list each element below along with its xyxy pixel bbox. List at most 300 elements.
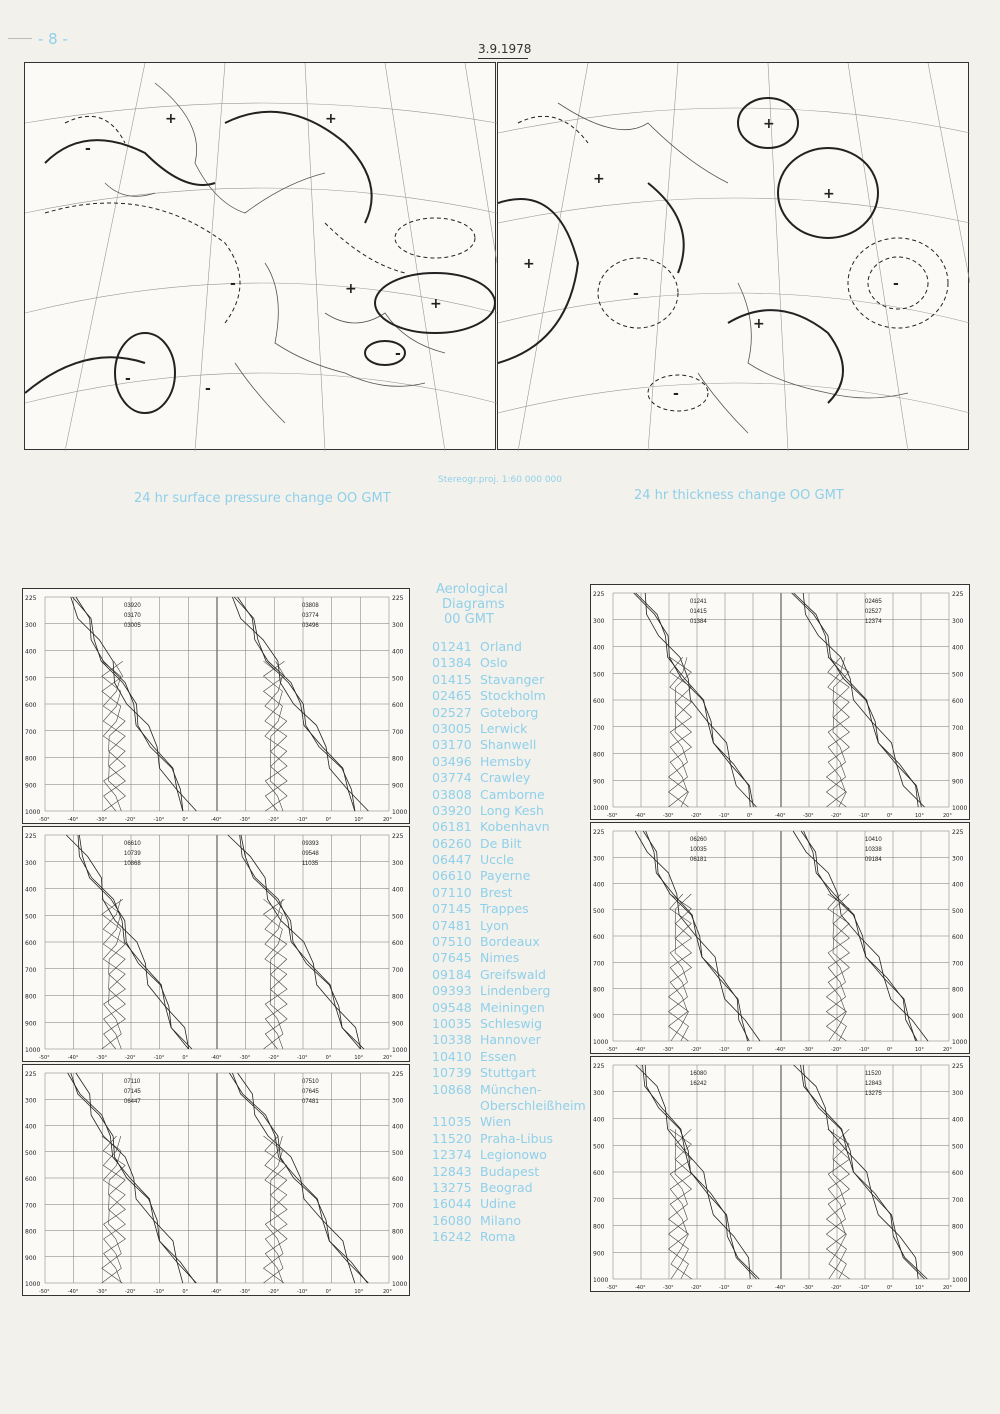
diagram-station-label: 07110	[124, 1079, 141, 1085]
temperature-tick-label: -50°	[39, 1289, 50, 1295]
dewpoint-profile-line	[264, 1136, 288, 1283]
station-name: Praha-Libus	[480, 1130, 554, 1146]
pressure-level-label: 900	[952, 1250, 964, 1258]
temperature-tick-label: -40°	[211, 1055, 222, 1061]
temperature-tick-label: -30°	[663, 813, 674, 819]
pressure-level-label: 900	[593, 778, 605, 786]
aerological-diagram	[22, 588, 410, 824]
aerological-diagram	[590, 822, 970, 1054]
pressure-level-label: 300	[952, 1089, 964, 1097]
pressure-level-label: 900	[25, 1020, 37, 1028]
station-id: 01384	[432, 655, 472, 671]
pressure-level-label: 800	[952, 751, 964, 759]
pressure-level-label: 500	[952, 907, 964, 915]
station-id: 06260	[432, 835, 472, 851]
station-row	[432, 1147, 592, 1163]
dewpoint-profile-line	[826, 657, 849, 807]
station-id: 07510	[432, 934, 472, 950]
station-row	[432, 1098, 592, 1114]
station-row	[432, 655, 592, 671]
temperature-tick-label: -50°	[607, 1285, 618, 1291]
pressure-level-label: 900	[593, 1012, 605, 1020]
dewpoint-profile-line	[102, 661, 126, 811]
station-id: 03920	[432, 802, 472, 818]
svg-text:+: +	[523, 256, 535, 272]
station-id: 10338	[432, 1032, 472, 1048]
temperature-tick-label: -20°	[831, 1285, 842, 1291]
pressure-level-label: 700	[392, 1202, 404, 1210]
station-row	[432, 852, 592, 868]
pressure-level-label: 500	[25, 1149, 37, 1157]
station-id: 12374	[432, 1147, 472, 1163]
temperature-tick-label: -20°	[691, 813, 702, 819]
temperature-tick-label: 0°	[325, 1289, 332, 1295]
temperature-tick-label: -10°	[859, 813, 870, 819]
pressure-level-label: 400	[952, 1116, 964, 1124]
station-row	[432, 672, 592, 688]
station-id: 07145	[432, 901, 472, 917]
pressure-level-label: 1000	[952, 1277, 968, 1284]
station-row	[432, 1213, 592, 1229]
station-name: Oberschleißheim	[480, 1097, 586, 1113]
station-id: 16080	[432, 1212, 472, 1228]
station-id: 07110	[432, 884, 472, 900]
station-row	[432, 868, 592, 884]
diagram-station-label: 16080	[690, 1071, 707, 1077]
station-row	[432, 770, 592, 786]
pressure-level-label: 225	[952, 591, 964, 598]
pressure-level-label: 225	[392, 833, 404, 840]
pressure-level-label: 900	[392, 782, 404, 790]
aerological-diagram	[590, 1056, 970, 1292]
station-row	[432, 754, 592, 770]
diagram-station-label: 06260	[690, 837, 707, 843]
station-row	[432, 1049, 592, 1065]
temperature-tick-label: -30°	[96, 1289, 108, 1295]
pressure-level-label: 600	[392, 940, 404, 947]
pressure-level-label: 300	[25, 859, 37, 867]
station-name: Lindenberg	[480, 983, 551, 999]
temperature-tick-label: -10°	[153, 1055, 165, 1061]
diagram-station-label: 09393	[302, 841, 319, 847]
dewpoint-profile-line	[826, 1129, 849, 1279]
station-name: Stockholm	[480, 688, 546, 704]
diagram-station-label: 03170	[124, 613, 141, 619]
pressure-level-label: 900	[593, 1250, 605, 1258]
station-id: 11035	[432, 1114, 472, 1130]
temperature-tick-label: -40°	[67, 1055, 79, 1061]
pressure-level-label: 1000	[25, 1047, 41, 1054]
dewpoint-profile-line	[264, 1136, 288, 1283]
temperature-tick-label: -20°	[125, 817, 136, 823]
station-row	[432, 721, 592, 737]
pressure-level-label: 300	[392, 1097, 404, 1105]
pressure-level-label: 800	[392, 993, 404, 1001]
legend-title-line: Diagrams	[442, 597, 505, 612]
pressure-level-label: 400	[392, 886, 404, 894]
pressure-level-label: 500	[25, 675, 37, 683]
aerological-diagrams-left	[22, 588, 410, 1296]
station-name: Schleswig	[480, 1015, 543, 1031]
station-id: 06447	[432, 852, 472, 868]
pressure-level-label: 400	[952, 881, 964, 889]
temperature-tick-label: -30°	[239, 1055, 251, 1061]
svg-text:+: +	[430, 296, 442, 312]
station-row	[432, 737, 592, 753]
diagram-station-label: 09184	[865, 857, 882, 863]
temperature-tick-label: -40°	[67, 1289, 79, 1295]
pressure-level-label: 400	[25, 886, 37, 894]
svg-text:+: +	[345, 281, 357, 297]
station-id: 09184	[432, 966, 472, 982]
temperature-tick-label: -40°	[67, 817, 79, 823]
temperature-tick-label: -50°	[607, 813, 618, 819]
station-row	[432, 1196, 592, 1212]
pressure-level-label: 1000	[952, 1039, 968, 1046]
pressure-map-drawing	[25, 63, 497, 451]
station-row	[432, 639, 592, 655]
diagram-drawing	[591, 823, 971, 1055]
station-id: 01241	[432, 639, 472, 654]
temperature-tick-label: -20°	[691, 1047, 702, 1053]
dewpoint-profile-line	[102, 661, 126, 811]
diagram-station-label: 03774	[302, 613, 319, 619]
pressure-level-label: 600	[952, 1170, 964, 1177]
legend-title	[432, 582, 592, 627]
pressure-level-label: 700	[25, 1202, 37, 1210]
pressure-level-label: 400	[25, 1123, 37, 1131]
pressure-level-label: 600	[952, 698, 964, 705]
diagram-station-label: 10868	[124, 861, 141, 867]
diagram-station-label: 11520	[865, 1071, 882, 1077]
svg-text:+: +	[823, 186, 835, 202]
pressure-level-label: 600	[593, 698, 605, 705]
pressure-level-label: 900	[952, 778, 964, 786]
temperature-tick-label: 20°	[383, 817, 392, 823]
station-row	[432, 901, 592, 917]
station-row	[432, 1000, 592, 1016]
pressure-level-label: 800	[593, 986, 605, 994]
pressure-level-label: 600	[593, 1170, 605, 1177]
station-name: Oslo	[480, 655, 508, 671]
temperature-tick-label: 20°	[943, 813, 952, 819]
pressure-level-label: 800	[392, 1228, 404, 1236]
page-date: 3.9.1978	[478, 42, 532, 56]
diagram-station-label: 01415	[690, 609, 707, 615]
dewpoint-profile-line	[264, 661, 288, 811]
station-name: Brest	[480, 884, 513, 900]
station-row	[432, 819, 592, 835]
diagram-station-label: 06181	[690, 857, 707, 863]
station-name: Milano	[480, 1212, 521, 1228]
station-row	[432, 688, 592, 704]
pressure-level-label: 1000	[952, 805, 968, 812]
temperature-tick-label: -20°	[125, 1055, 136, 1061]
temperature-tick-label: -20°	[268, 817, 280, 823]
pressure-level-label: 800	[593, 751, 605, 759]
temperature-tick-label: -40°	[635, 1285, 646, 1291]
temperature-tick-label: 0°	[182, 1055, 189, 1061]
page-number: - 8 -	[38, 30, 68, 48]
pressure-level-label: 225	[593, 829, 605, 836]
station-id: 01415	[432, 671, 472, 687]
pressure-level-label: 700	[593, 1196, 605, 1204]
aerological-diagrams-right	[590, 584, 970, 1292]
station-id: 06610	[432, 868, 472, 884]
diagram-station-label: 02465	[865, 599, 882, 605]
station-row	[432, 1131, 592, 1147]
station-name: Greifswald	[480, 966, 546, 982]
temperature-tick-label: -50°	[39, 1055, 50, 1061]
station-row	[432, 885, 592, 901]
svg-text:-: -	[205, 381, 211, 397]
dewpoint-profile-line	[264, 899, 288, 1049]
svg-text:-: -	[673, 386, 679, 402]
station-row	[432, 918, 592, 934]
svg-text:-: -	[395, 346, 401, 362]
aerological-diagram	[590, 584, 970, 820]
station-id: 06181	[432, 819, 472, 835]
station-name: Essen	[480, 1048, 517, 1064]
temperature-tick-label: 20°	[383, 1055, 392, 1061]
temperature-tick-label: -30°	[803, 1285, 814, 1291]
station-name: Hemsby	[480, 753, 532, 769]
temperature-tick-label: -10°	[297, 817, 308, 823]
station-id: 10410	[432, 1048, 472, 1064]
station-name: Udine	[480, 1196, 517, 1212]
thickness-change-map	[497, 62, 969, 450]
pressure-level-label: 300	[25, 621, 37, 629]
temperature-tick-label: 0°	[182, 1289, 189, 1295]
svg-text:+: +	[165, 111, 177, 127]
diagram-station-label: 03496	[302, 623, 319, 629]
diagram-station-label: 10338	[865, 847, 882, 853]
aerological-diagram	[22, 826, 410, 1062]
map-projection-note: Stereogr.proj. 1:60 000 000	[438, 475, 563, 485]
pressure-level-label: 600	[25, 1176, 37, 1183]
pressure-level-label: 900	[952, 1012, 964, 1020]
svg-text:+: +	[593, 171, 605, 187]
dewpoint-profile-line	[102, 661, 126, 811]
temperature-tick-label: 10°	[915, 1047, 924, 1053]
temperature-tick-label: 20°	[943, 1285, 952, 1291]
pressure-level-label: 700	[25, 728, 37, 736]
pressure-level-label: 500	[392, 1149, 404, 1157]
station-name: Nimes	[480, 950, 520, 966]
temperature-tick-label: -50°	[607, 1047, 618, 1053]
temperature-tick-label: -10°	[719, 813, 730, 819]
station-name: Stuttgart	[480, 1065, 537, 1081]
pressure-level-label: 500	[25, 913, 37, 921]
station-row	[432, 967, 592, 983]
station-row	[432, 1032, 592, 1048]
pressure-level-label: 225	[593, 591, 605, 598]
legend-title-line: Aerological	[436, 582, 508, 597]
dewpoint-profile-line	[826, 1129, 849, 1279]
pressure-level-label: 900	[392, 1254, 404, 1262]
pressure-level-label: 225	[25, 833, 37, 840]
temperature-tick-label: -40°	[775, 1047, 786, 1053]
station-id: 13275	[432, 1179, 472, 1195]
station-name: Lyon	[480, 917, 509, 933]
station-name: Roma	[480, 1229, 516, 1245]
dewpoint-profile-line	[264, 899, 288, 1049]
diagram-station-label: 10410	[865, 837, 882, 843]
pressure-level-label: 300	[952, 855, 964, 863]
diagram-station-label: 03808	[302, 603, 319, 609]
station-row	[432, 1065, 592, 1081]
diagram-station-label: 10035	[690, 847, 707, 853]
temperature-tick-label: -30°	[96, 1055, 108, 1061]
diagram-station-label: 11035	[302, 861, 319, 867]
diagram-drawing	[591, 585, 971, 821]
pressure-level-label: 900	[392, 1020, 404, 1028]
pressure-level-label: 400	[952, 644, 964, 652]
dewpoint-profile-line	[826, 894, 849, 1041]
pressure-level-label: 600	[25, 940, 37, 947]
pressure-level-label: 500	[952, 671, 964, 679]
temperature-tick-label: 0°	[887, 813, 893, 819]
pressure-level-label: 600	[593, 934, 605, 941]
temperature-tick-label: -30°	[96, 817, 108, 823]
pressure-level-label: 1000	[593, 1039, 609, 1046]
temperature-tick-label: 10°	[354, 1289, 364, 1295]
diagram-station-label: 06447	[124, 1099, 141, 1105]
diagram-station-label: 07481	[302, 1099, 319, 1105]
temperature-tick-label: 10°	[354, 1055, 364, 1061]
pressure-level-label: 800	[25, 1228, 37, 1236]
diagram-station-label: 01241	[690, 599, 707, 605]
temperature-tick-label: -30°	[239, 1289, 251, 1295]
pressure-level-label: 500	[392, 675, 404, 683]
thickness-map-drawing	[498, 63, 970, 451]
temperature-tick-label: -10°	[719, 1285, 730, 1291]
aerological-diagram	[22, 1064, 410, 1296]
station-name: Beograd	[480, 1179, 533, 1195]
temperature-tick-label: 0°	[887, 1047, 893, 1053]
dewpoint-profile-line	[826, 894, 849, 1041]
diagram-station-label: 09548	[302, 851, 319, 857]
svg-text:-: -	[893, 276, 899, 292]
pressure-level-label: 700	[392, 728, 404, 736]
temperature-tick-label: -10°	[297, 1289, 308, 1295]
station-name: Shanwell	[480, 737, 537, 753]
pressure-level-label: 500	[593, 907, 605, 915]
pressure-level-label: 800	[952, 1223, 964, 1231]
station-row	[432, 836, 592, 852]
date-underline	[478, 58, 528, 59]
pressure-level-label: 800	[952, 986, 964, 994]
pressure-level-label: 225	[392, 1071, 404, 1078]
pressure-level-label: 400	[593, 644, 605, 652]
temperature-tick-label: 10°	[915, 813, 924, 819]
temperature-tick-label: -30°	[803, 1047, 814, 1053]
diagram-station-label: 02527	[865, 609, 882, 615]
temperature-tick-label: -40°	[211, 1289, 222, 1295]
pressure-level-label: 300	[593, 855, 605, 863]
station-name: Kobenhavn	[480, 819, 550, 835]
pressure-level-label: 400	[593, 881, 605, 889]
temperature-tick-label: 0°	[747, 1285, 753, 1291]
temperature-tick-label: 0°	[887, 1285, 893, 1291]
temperature-tick-label: -40°	[775, 1285, 786, 1291]
temperature-tick-label: 0°	[325, 817, 332, 823]
pressure-level-label: 700	[593, 724, 605, 732]
diagram-drawing	[23, 827, 411, 1063]
station-id: 03170	[432, 737, 472, 753]
pressure-level-label: 300	[593, 1089, 605, 1097]
station-name: Wien	[480, 1114, 512, 1130]
pressure-level-label: 600	[25, 702, 37, 709]
diagram-station-label: 01384	[690, 619, 707, 625]
station-id: 16242	[432, 1229, 472, 1245]
station-row	[432, 1229, 592, 1245]
pressure-level-label: 800	[25, 755, 37, 763]
station-row	[432, 983, 592, 999]
pressure-level-label: 800	[392, 755, 404, 763]
station-id: 09548	[432, 999, 472, 1015]
station-id: 03005	[432, 720, 472, 736]
pressure-map-caption: 24 hr surface pressure change OO GMT	[134, 491, 391, 506]
temperature-tick-label: -20°	[831, 1047, 842, 1053]
temperature-tick-label: -30°	[239, 817, 251, 823]
station-row	[432, 950, 592, 966]
pressure-level-label: 225	[952, 1063, 964, 1070]
dewpoint-profile-line	[264, 661, 288, 811]
temperature-tick-label: -10°	[297, 1055, 308, 1061]
temperature-tick-label: -20°	[268, 1289, 280, 1295]
temperature-tick-label: -40°	[211, 817, 222, 823]
station-name: Camborne	[480, 786, 545, 802]
diagram-station-label: 07145	[124, 1089, 141, 1095]
pressure-level-label: 1000	[25, 809, 41, 816]
pressure-level-label: 1000	[392, 1047, 408, 1054]
pressure-level-label: 700	[392, 966, 404, 974]
svg-text:+: +	[753, 316, 765, 332]
station-id: 10739	[432, 1065, 472, 1081]
pressure-level-label: 700	[25, 966, 37, 974]
station-name: Stavanger	[480, 671, 545, 687]
diagram-drawing	[23, 1065, 411, 1297]
temperature-tick-label: 0°	[747, 1047, 753, 1053]
station-name: Lerwick	[480, 720, 528, 736]
temperature-tick-label: -20°	[125, 1289, 136, 1295]
pressure-level-label: 900	[25, 1254, 37, 1262]
surface-pressure-change-map	[24, 62, 496, 450]
pressure-level-label: 225	[952, 829, 964, 836]
pressure-level-label: 1000	[593, 805, 609, 812]
station-id: 02527	[432, 704, 472, 720]
svg-text:-: -	[230, 276, 236, 292]
pressure-level-label: 1000	[593, 1277, 609, 1284]
pressure-level-label: 300	[392, 621, 404, 629]
diagram-station-label: 03005	[124, 623, 141, 629]
station-name: Long Kesh	[480, 802, 544, 818]
temperature-tick-label: 20°	[943, 1047, 952, 1053]
station-name: Legionowo	[480, 1147, 547, 1163]
temperature-tick-label: -10°	[859, 1047, 870, 1053]
temperature-tick-label: -30°	[663, 1285, 674, 1291]
station-id: 03496	[432, 753, 472, 769]
diagram-station-label: 12843	[865, 1081, 882, 1087]
temperature-tick-label: 10°	[915, 1285, 924, 1291]
svg-text:-: -	[125, 371, 131, 387]
svg-text:-: -	[633, 286, 639, 302]
pressure-level-label: 400	[25, 648, 37, 656]
station-legend	[432, 582, 592, 1245]
diagram-drawing	[591, 1057, 971, 1293]
pressure-level-label: 600	[392, 1176, 404, 1183]
